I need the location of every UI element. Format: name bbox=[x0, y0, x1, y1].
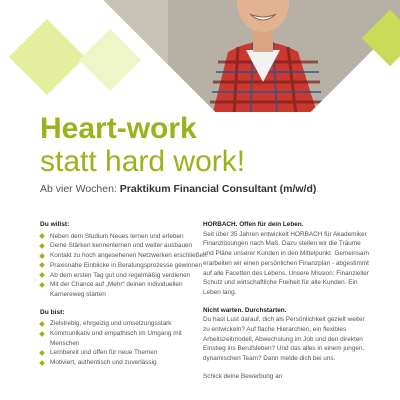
headline-line-2: statt hard work! bbox=[40, 145, 246, 178]
bewerbung-text: Schick deine Bewerbung an bbox=[203, 372, 283, 380]
diamond-bullet-icon bbox=[39, 331, 45, 337]
diamond-bullet-icon bbox=[39, 350, 45, 356]
list-item: Deine Stärken kennenlernen und weiter ausbauen bbox=[40, 241, 212, 251]
list-item: Praxisnahe Einblicke in Beratungsprozesse gewinnen bbox=[40, 261, 212, 271]
position-subline bbox=[40, 183, 316, 195]
right-column bbox=[203, 220, 373, 382]
diamond-bullet-icon bbox=[39, 262, 45, 268]
diamond-bullet-icon bbox=[39, 360, 45, 366]
diamond-bullet-icon bbox=[39, 282, 45, 288]
du-bist-heading: Du bist: bbox=[40, 308, 65, 316]
list-item: Kontakt zu hoch angesehenen Netzwerken erschließen bbox=[40, 251, 212, 261]
nicht-warten-heading: Nicht warten. Durchstarten. bbox=[203, 306, 287, 314]
hero-image bbox=[0, 0, 400, 112]
du-willst-heading: Du willst: bbox=[40, 221, 70, 228]
nicht-warten-text: Du hast Lust darauf, dich als Persönlichkeit gezielt weiter zu entwickeln? Auf flache Hierarchien, ein flexibles Arbeitszeitmodell, Abwechslung im Job und den direkten Einstieg ins Berufsleben? Und das alles in einem jungen, dynamischen Team? Dann melde dich bei uns. bbox=[203, 316, 365, 363]
du-bist-list bbox=[40, 319, 212, 368]
headline-line-1: Heart-work bbox=[40, 112, 197, 145]
list-item: Lernbereit und offen für neue Themen bbox=[40, 348, 212, 358]
list-item: Ab dem ersten Tag gut und regelmäßig verdienen bbox=[40, 271, 212, 281]
diamond-bullet-icon bbox=[39, 253, 45, 259]
headline bbox=[40, 112, 245, 178]
du-willst-list bbox=[40, 232, 212, 300]
list-item: Mit der Chance auf „Mehr“ deinen individuellen Karriereweg starten bbox=[40, 280, 212, 299]
diamond-bullet-icon bbox=[39, 233, 45, 239]
horbach-text: Seit über 35 Jahren entwickelt HORBACH für Akademiker Finanzlösungen nach Maß. Dazu stellen wir die Träume und Pläne unserer Kunden in den Mittelpunkt. Gemeinsam erarbeiten wir einen persönlichen Finanzplan - abgestimmt auf alle Facetten des Lebens. Unsere Mission: Finanzieller Schutz und wirtschaftliche Freiheit für alle Kunden. Ein Leben lang. bbox=[203, 230, 369, 296]
left-column bbox=[40, 220, 212, 368]
diamond-bullet-icon bbox=[39, 272, 45, 278]
list-item: Neben dem Studium Neues lernen und erleben bbox=[40, 232, 212, 242]
diamond-bullet-icon bbox=[39, 243, 45, 249]
list-item: Motiviert, authentisch und zuverlässig bbox=[40, 358, 212, 368]
list-item: Zielstrebig, ehrgeizig und umsetzungsstark bbox=[40, 319, 212, 329]
diamond-bullet-icon bbox=[39, 321, 45, 327]
horbach-heading: HORBACH. Offen für dein Leben. bbox=[203, 221, 304, 228]
subline-prefix: Ab vier Wochen: bbox=[40, 183, 117, 195]
position-title: Praktikum Financial Consultant (m/w/d) bbox=[119, 183, 317, 195]
list-item: Kommunikativ und empathisch im Umgang mit Menschen bbox=[40, 329, 212, 348]
